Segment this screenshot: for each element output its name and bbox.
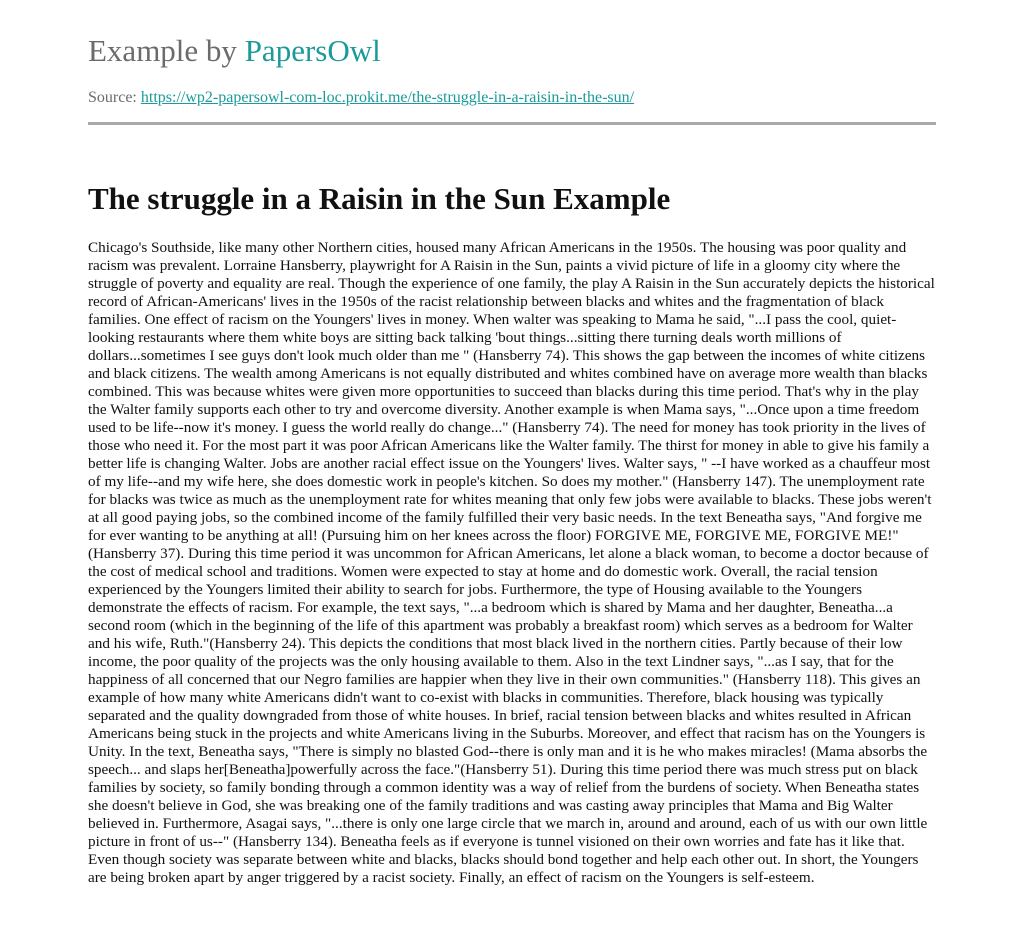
article-title: The struggle in a Raisin in the Sun Example xyxy=(88,181,671,216)
source-line xyxy=(88,88,634,108)
brand-heading xyxy=(88,33,381,69)
brand-name: PapersOwl xyxy=(244,33,381,68)
source-label: Source: xyxy=(88,89,137,106)
header-divider xyxy=(88,122,936,125)
source-link[interactable]: https://wp2-papersowl-com-loc.prokit.me/the-struggle-in-a-raisin-in-the-sun/ xyxy=(140,89,635,106)
brand-prefix: Example by xyxy=(88,33,237,68)
article-body: Chicago's Southside, like many other Northern cities, housed many African Americans in the 1950s. The housing was poor quality and racism was prevalent. Lorraine Hansberry, playwright for A Raisin in the Sun, paints a vivid picture of life in a gloomy city where the struggle of poverty and equality are real. Though the experience of one family, the play A Raisin in the Sun accurately depicts the historical record of African-Americans' lives in the 1950s of the racist relationship between blacks and whites and the fragmentation of black families. One effect of racism on the Youngers' lives in money. When walter was speaking to Mama he said, "...I pass the cool, quiet-looking restaurants where them white boys are sitting back talking 'bout things...sitting there turning deals worth millions of dollars...sometimes I see guys don't look much older than me " (Hansberry 74). This shows the gap between the incomes of white citizens and black citizens. The wealth among Americans is not equally distributed and whites combined have on average more wealth than blacks combined. This was because whites were given more opportunities to succeed than blacks during this time period. That's why in the play the Walter family supports each other to try and overcome diversity. Another example is when Mama says, "...Once upon a time freedom used to be life--now it's money. I guess the world really do change..." (Hansberry 74). The need for money has took priority in the lives of those who need it. For the most part it was poor African Americans like the Walter family. The thirst for money in able to give his family a better life is changing Walter. Jobs are another racial effect issue on the Youngers' lives. Walter says, " --I have worked as a chauffeur most of my life--and my wife here, she does domestic work in people's kitchen. So does my mother." (Hansberry 147). The unemployment rate for blacks was twice as much as the unemployment rate for whites meaning that only few jobs were available to blacks. These jobs weren't at all good paying jobs, so the combined income of the family fulfilled their very basic needs. In the text Beneatha says, "And forgive me for ever wanting to be anything at all! (Pursuing him on her knees across the floor) FORGIVE ME, FORGIVE ME, FORGIVE ME!" (Hansberry 37). During this time period it was uncommon for African Americans, let alone a black woman, to become a doctor because of the cost of medical school and traditions. Women were expected to stay at home and do domestic work. Overall, the racial tension experienced by the Youngers limited their ability to search for jobs. Furthermore, the type of Housing available to the Youngers demonstrate the effects of racism. For example, the text says, "...a bedroom which is shared by Mama and her daughter, Beneatha...a second room (which in the beginning of the life of this apartment was probably a breakfast room) which serves as a bedroom for Walter and his wife, Ruth."(Hansberry 24). This depicts the conditions that most black lived in the northern cities. Partly because of their low income, the poor quality of the projects was the only housing available to them. Also in the text Lindner says, "...as I say, that for the happiness of all concerned that our Negro families are happier when they live in their own communities." (Hansberry 118). This gives an example of how many white Americans didn't want to co-exist with blacks in communities. Therefore, black housing was typically separated and the quality downgraded from those of white houses. In brief, racial tension between blacks and whites resulted in African Americans being stuck in the projects and white Americans living in the Suburbs. Moreover, and effect that racism has on the Youngers is Unity. In the text, Beneatha says, "There is simply no blasted God--there is only man and it is he who makes miracles! (Mama absorbs the speech... and slaps her[Beneatha]powerfully across the face."(Hansberry 51). During this time period there was much stress put on black families by society, so family bonding through a common identity was a way of relief from the burdens of society. When Beneatha states she doesn't believe in God, she was breaking one of the family traditions and was casting away principles that Mama and Big Walter believed in. Furthermore, Asagai says, "...there is only one large circle that we march in, around and around, each of us with our own little picture in front of us--" (Hansberry 134). Beneatha feels as if everyone is tunnel visioned on their own worries and fate has it like that. Even though society was separate between white and blacks, blacks should bond together and help each other out. In short, the Youngers are being broken apart by anger triggered by a racist society. Finally, an effect of racism on the Youngers is self-esteem. xyxy=(88,239,935,886)
